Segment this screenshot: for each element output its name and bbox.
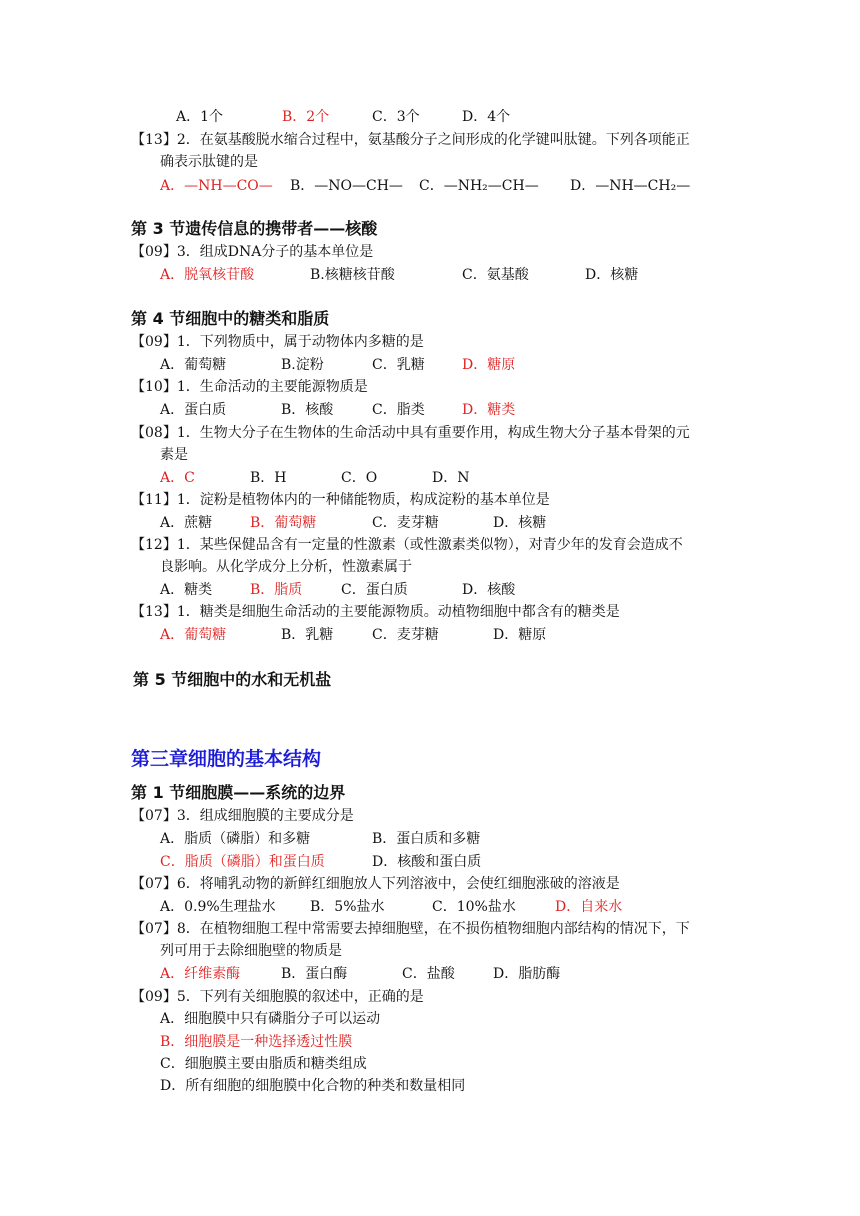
option: B．核酸 [281,402,334,418]
option: B.淀粉 [281,357,324,373]
option: D．N [432,470,470,486]
question-stem-cont: 列可用于去除细胞壁的物质是 [160,943,342,959]
question-stem-cont: 确表示肽键的是 [160,154,258,170]
option: C．—NH₂—CH— [419,178,539,194]
option: B.核糖核苷酸 [310,267,395,283]
option-answer: D．糖原 [462,357,516,373]
option: C．麦芽糖 [372,515,439,531]
question-stem: 【13】2．在氨基酸脱水缩合过程中，氨基酸分子之间形成的化学键叫肽键。下列各项能正 [131,132,690,148]
option: D．核酸 [462,582,516,598]
question-stem: 【07】8．在植物细胞工程中常需要去掉细胞壁，在不损伤植物细胞内部结构的情况下，下 [131,921,690,937]
question-stem: 【13】1．糖类是细胞生命活动的主要能源物质。动植物细胞中都含有的糖类是 [131,604,620,620]
question-stem: 【09】5．下列有关细胞膜的叙述中，正确的是 [131,989,424,1005]
option: C．乳糖 [372,357,425,373]
option: A．糖类 [160,582,213,598]
option-answer: A．—NH—CO— [160,178,273,194]
question-stem-cont: 良影响。从化学成分上分析，性激素属于 [160,559,412,575]
chapter-title: 第三章细胞的基本结构 [131,748,322,770]
option: A．细胞膜中只有磷脂分子可以运动 [160,1011,381,1027]
option: A．脂质（磷脂）和多糖 [160,831,311,847]
option: A．0.9%生理盐水 [160,899,276,915]
question-stem-cont: 素是 [160,447,188,463]
option: C．3个 [372,109,420,125]
section-title: 第 1 节细胞膜——系统的边界 [131,783,346,802]
option: A．蛋白质 [160,402,227,418]
option: D．糖原 [493,627,547,643]
option: B．蛋白质和多糖 [372,831,481,847]
option: C．麦芽糖 [372,627,439,643]
question-stem: 【11】1．淀粉是植物体内的一种储能物质，构成淀粉的基本单位是 [131,492,550,508]
option-answer: B．2个 [282,109,330,125]
section-title: 第 5 节细胞中的水和无机盐 [133,670,332,689]
question-stem: 【08】1．生物大分子在生物体的生命活动中具有重要作用，构成生物大分子基本骨架的元 [131,425,690,441]
option: C．脂类 [372,402,425,418]
option: A．1个 [176,109,224,125]
option: B．H [250,470,287,486]
option: D．核糖 [585,267,639,283]
option-answer: B．细胞膜是一种选择透过性膜 [160,1034,353,1050]
option-answer: A．葡萄糖 [160,627,227,643]
question-stem: 【10】1．生命活动的主要能源物质是 [131,379,368,395]
question-stem: 【09】3．组成DNA分子的基本单位是 [131,244,374,260]
option: C．10%盐水 [432,899,516,915]
option: D．—NH—CH₂— [570,178,691,194]
option-answer: A．纤维素酶 [160,966,241,982]
option: B．乳糖 [281,627,334,643]
question-stem: 【07】6．将哺乳动物的新鲜红细胞放人下列溶液中，会使红细胞涨破的溶液是 [131,876,620,892]
question-stem: 【12】1．某些保健品含有一定量的性激素（或性激素类似物），对青少年的发育会造成不 [131,537,683,553]
option: A．蔗糖 [160,515,213,531]
option-answer: A．C [160,470,195,486]
option-answer: A．脱氧核苷酸 [160,267,255,283]
option-answer: C．脂质（磷脂）和蛋白质 [160,854,325,870]
question-stem: 【09】1．下列物质中，属于动物体内多糖的是 [131,334,424,350]
option: C．氨基酸 [462,267,529,283]
option: B．蛋白酶 [281,966,348,982]
question-stem: 【07】3．组成细胞膜的主要成分是 [131,808,354,824]
option: C．盐酸 [402,966,455,982]
option: B．—NO—CH— [290,178,403,194]
option: B．5%盐水 [310,899,385,915]
section-title: 第 4 节细胞中的糖类和脂质 [131,309,330,328]
option: D．核酸和蛋白质 [372,854,482,870]
option: D．4个 [462,109,511,125]
option: C．蛋白质 [341,582,408,598]
option: C．O [341,470,378,486]
option-answer: B．脂质 [250,582,303,598]
option-answer: D．自来水 [555,899,623,915]
section-title: 第 3 节遗传信息的携带者——核酸 [131,219,378,238]
option: A．葡萄糖 [160,357,227,373]
option-answer: D．糖类 [462,402,516,418]
option: D．核糖 [493,515,547,531]
option-answer: B．葡萄糖 [250,515,317,531]
option: D．所有细胞的细胞膜中化合物的种类和数量相同 [160,1078,466,1094]
option: C．细胞膜主要由脂质和糖类组成 [160,1056,367,1072]
option: D．脂肪酶 [493,966,561,982]
